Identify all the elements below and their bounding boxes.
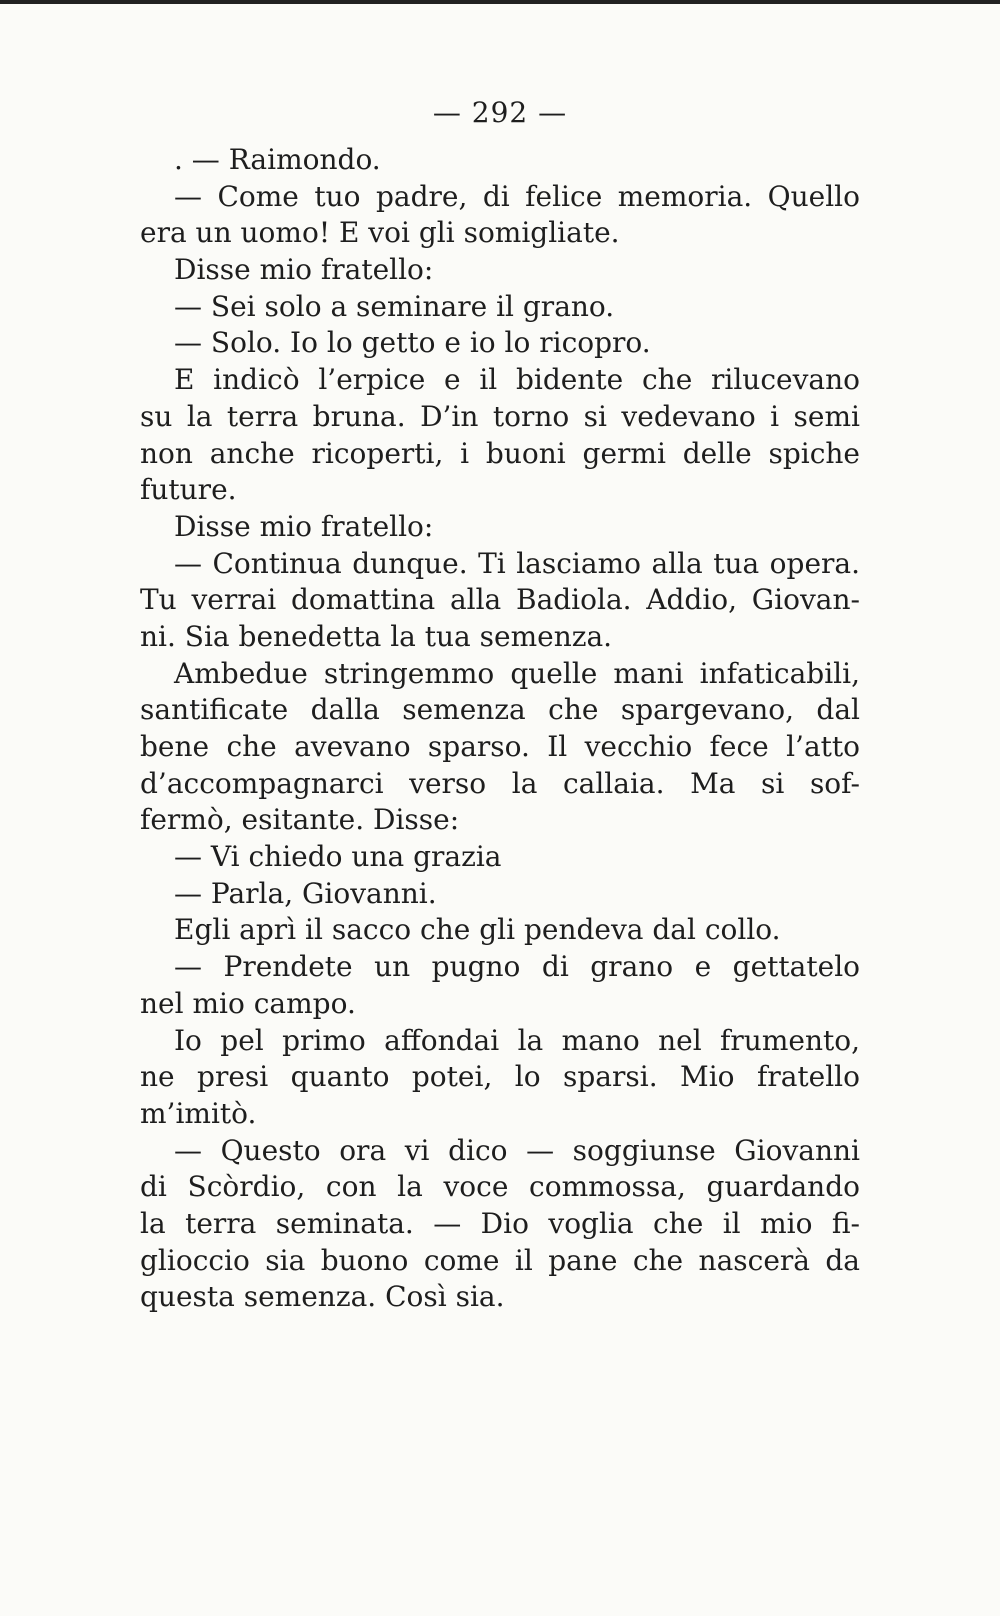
text-line: Io pel primo affondai la mano nel frumento, (174, 1023, 860, 1057)
text-line: santificate dalla semenza che spargevano, dal (140, 693, 860, 727)
text-line: d’accompagnarci verso la callaia. Ma si sof- (140, 766, 860, 800)
text-line: — Questo ora vi dico — soggiunse Giovanni (174, 1133, 860, 1167)
text-line: la terra seminata. — Dio voglia che il mio fi- (140, 1206, 860, 1240)
text-line: Tu verrai domattina alla Badiola. Addio, Giovan- (140, 583, 860, 617)
text-line: — Continua dunque. Ti lasciamo alla tua opera. (174, 546, 860, 580)
text-line: Disse mio fratello: (174, 253, 434, 287)
text-line: — Come tuo padre, di felice memoria. Quello (174, 179, 860, 213)
text-line: — Sei solo a seminare il grano. (174, 289, 615, 323)
body-text (140, 142, 860, 1316)
text-line: Ambedue stringemmo quelle mani infaticabili, (174, 656, 860, 690)
text-line: — Vi chiedo una grazia (174, 840, 502, 874)
text-line: ni. Sia benedetta la tua semenza. (140, 619, 613, 653)
text-line: future. (140, 473, 237, 507)
text-line: di Scòrdio, con la voce commossa, guardando (140, 1170, 860, 1204)
text-line: — Parla, Giovanni. (174, 876, 437, 910)
text-line: ne presi quanto potei, lo sparsi. Mio fratello (140, 1060, 860, 1094)
text-line: m’imitò. (140, 1096, 257, 1130)
text-line: su la terra bruna. D’in torno si vedevano i semi (140, 399, 860, 433)
text-line: era un uomo! E voi gli somigliate. (140, 216, 620, 250)
text-line: — Solo. Io lo getto e io lo ricopro. (174, 326, 651, 360)
text-line: . — Raimondo. (174, 143, 381, 176)
text-line: Disse mio fratello: (174, 509, 434, 543)
text-line: fermò, esitante. Disse: (140, 803, 460, 837)
text-line: nel mio campo. (140, 986, 356, 1020)
text-line: E indicò l’erpice e il bidente che rilucevano (174, 363, 860, 397)
text-line: — Prendete un pugno di grano e gettatelo (174, 950, 860, 984)
text-line: bene che avevano sparso. Il vecchio fece l’atto (140, 730, 860, 763)
text-line: Egli aprì il sacco che gli pendeva dal collo. (174, 913, 781, 947)
text-line: non anche ricoperti, i buoni germi delle spiche (140, 436, 860, 470)
page-top-edge (0, 0, 1000, 4)
text-line: glioccio sia buono come il pane che nascerà da (140, 1243, 860, 1277)
page-number: — 292 — (432, 96, 568, 129)
text-line: questa semenza. Così sia. (140, 1280, 505, 1314)
